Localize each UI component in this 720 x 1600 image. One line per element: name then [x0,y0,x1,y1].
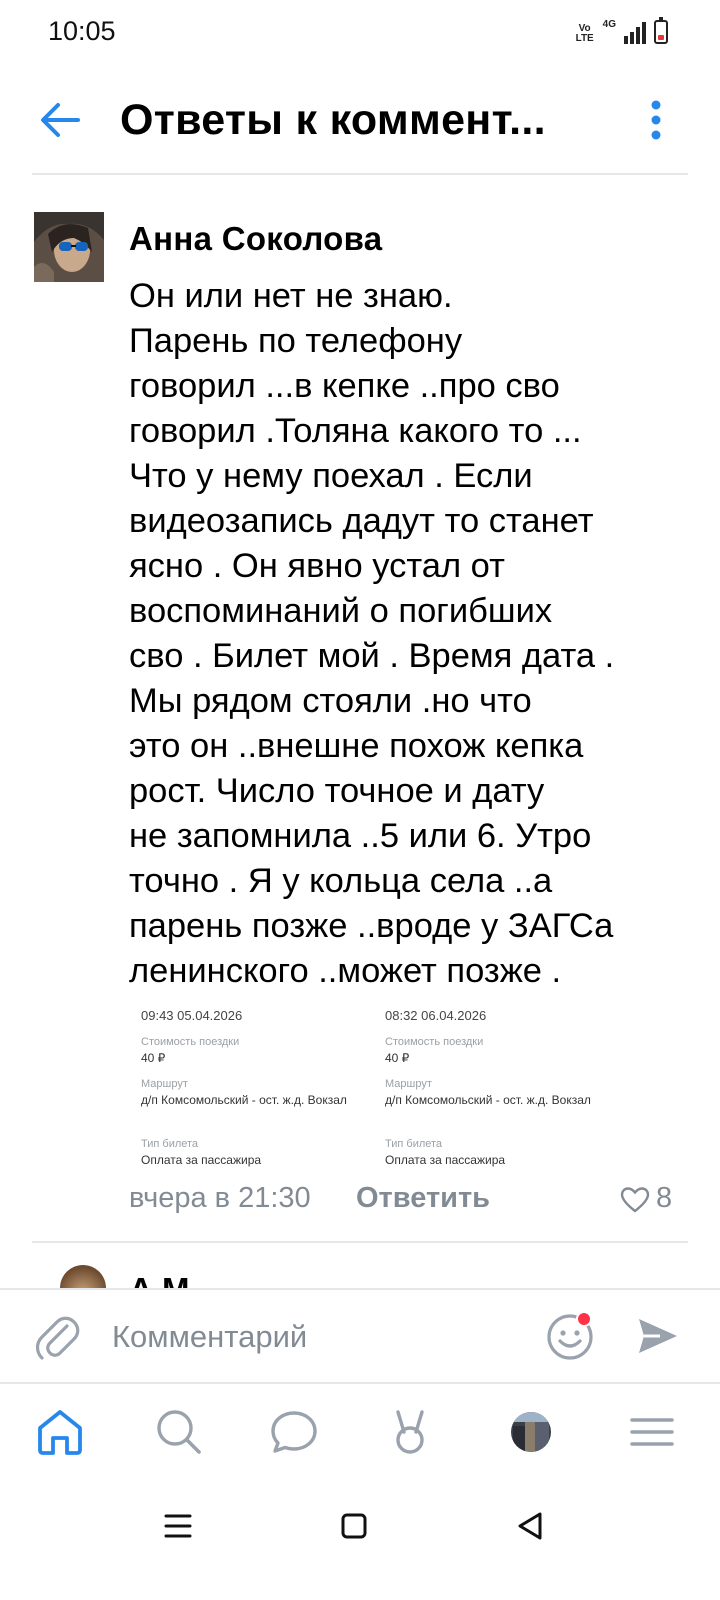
header-divider [32,173,688,175]
ticket-type-label: Тип билета [141,1138,199,1150]
page-title: Ответы к коммент... [120,96,546,144]
comment-timestamp: вчера в 21:30 [129,1182,311,1214]
paperclip-icon[interactable] [34,1312,80,1362]
comment-composer [0,1288,720,1382]
avatar[interactable] [34,212,104,282]
ticket-cost-label: Стоимость поездки [385,1036,484,1048]
recent-apps-icon[interactable] [158,1506,198,1546]
like-count: 8 [656,1182,673,1214]
ticket-type: Оплата за пассажира [141,1153,262,1167]
smile-icon[interactable] [545,1310,597,1362]
bottom-tab-bar [0,1382,720,1478]
more-vertical-icon[interactable] [650,100,662,140]
comment-divider [32,1241,688,1243]
ticket-type-label: Тип билета [385,1138,443,1150]
clips-icon[interactable] [384,1406,436,1458]
ticket-cost-label: Стоимость поездки [141,1036,240,1048]
ticket-route-label: Маршрут [385,1078,432,1090]
ticket-route: д/п Комсомольский - ост. ж.д. Вокзал [385,1093,591,1107]
reply-button[interactable]: Ответить [356,1182,491,1214]
status-bar [0,0,720,64]
arrow-left-icon[interactable] [38,100,82,140]
network-type-label: 4G [602,19,616,30]
comment-author[interactable]: Анна Соколова [129,220,383,257]
heart-icon[interactable] [620,1186,650,1214]
app-header [0,84,720,156]
ticket-route-label: Маршрут [141,1078,188,1090]
ticket-cost: 40 ₽ [141,1051,166,1065]
hamburger-menu-icon[interactable] [626,1406,678,1458]
battery-icon [654,20,668,44]
home-icon[interactable] [34,1406,86,1458]
profile-avatar-icon[interactable] [505,1406,557,1458]
search-icon[interactable] [153,1406,205,1458]
back-triangle-icon[interactable] [510,1506,550,1546]
send-icon[interactable] [636,1314,680,1358]
home-square-icon[interactable] [334,1506,374,1546]
status-icons [575,16,668,44]
comment-input[interactable] [112,1312,512,1362]
system-navigation-bar [0,1478,720,1600]
volte-icon: Vo LTE [575,23,594,44]
comment-text: Он или нет не знаю. Парень по телефону говорил ...в кепке ..про сво говорил .Толяна какого то ... Что у нему поехал . Если видеозапись дадут то станет ясно . Он явно устал от воспоминаний о погибших сво . Билет мой . Время дата . Мы рядом стояли .но что это он ..внешне похож кепка рост. Число точное и дату не запомнила ..5 или 6. Утро точно . Я у кольца села ..а парень позже ..вроде у ЗАГСа ленинского ..может позже . [129,277,615,990]
ticket-type: Оплата за пассажира [385,1153,506,1167]
status-time: 10:05 [48,16,116,46]
ticket-route: д/п Комсомольский - ост. ж.д. Вокзал [141,1093,347,1107]
ticket-datetime: 09:43 05.04.2026 [141,1008,243,1023]
attached-image[interactable] [129,1002,649,1174]
next-comment-preview [0,1263,720,1285]
ticket-cost: 40 ₽ [385,1051,410,1065]
signal-icon [624,22,646,44]
ticket-datetime: 08:32 06.04.2026 [385,1008,487,1023]
chat-bubble-icon[interactable] [268,1406,320,1458]
